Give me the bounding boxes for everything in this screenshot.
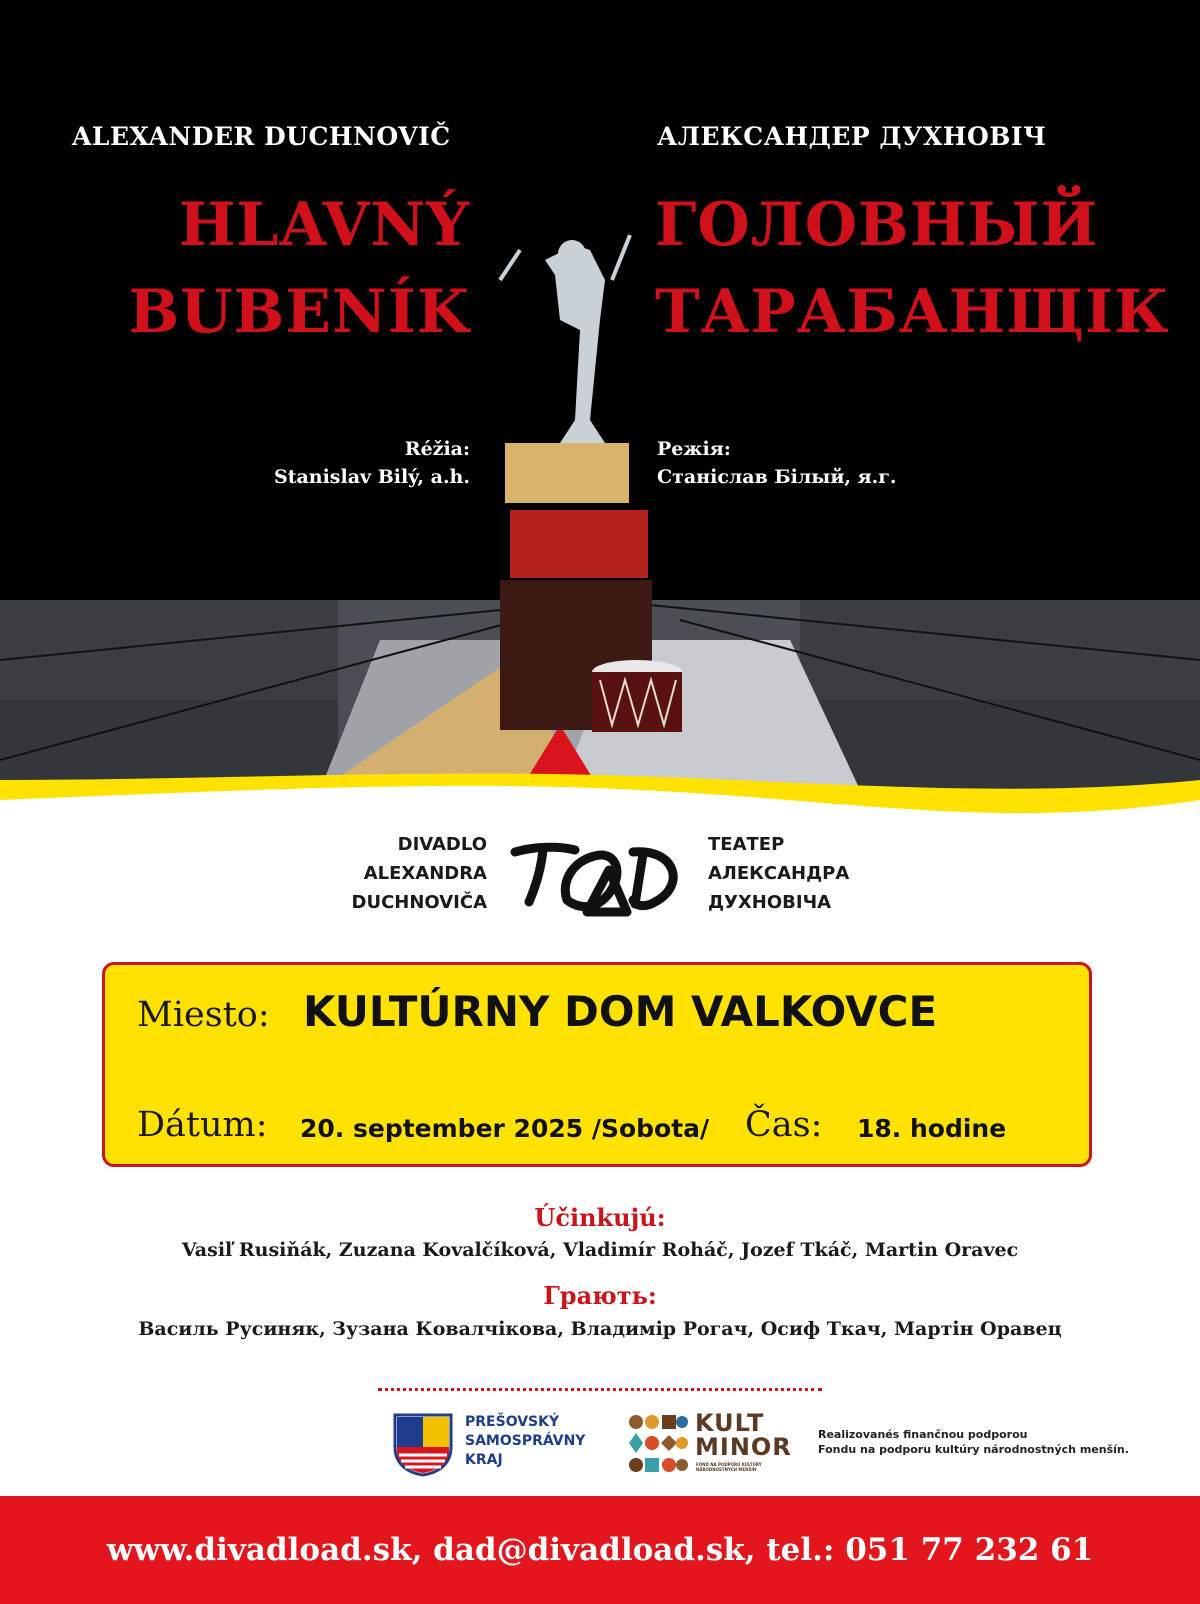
tad-logo-icon [505, 840, 695, 920]
theatre-name-line: ТЕАТЕР [708, 834, 785, 855]
kult-minor-icon [627, 1413, 689, 1475]
cast-heading-rusyn: Грають: [543, 1281, 657, 1310]
title-slovak-line1: HLAVNÝ [178, 190, 470, 260]
psk-coat-of-arms-icon [393, 1413, 453, 1477]
date-label: Dátum: [137, 1105, 268, 1145]
title-rusyn-line1: ГОЛОВНЫЙ [655, 190, 1099, 260]
place-value: KULTÚRNY DOM VALKOVCE [303, 987, 938, 1036]
time-value: 18. hodine [857, 1114, 1007, 1143]
director-name-rusyn: Станіслав Білый, я.г. [657, 466, 897, 488]
psk-name-line: PREŠOVSKÝ [465, 1414, 560, 1430]
kult-minor-tagline: FOND NA PODPORU KULTÚRY NÁRODNOSTNÝCH MENŠÍN [696, 1462, 762, 1472]
director-label-rusyn: Режія: [657, 438, 731, 460]
kult-minor-line1: KULT [695, 1409, 765, 1437]
cast-names-slovak: Vasiľ Rusiňák, Zuzana Kovalčíková, Vladimír Roháč, Jozef Tkáč, Martin Oravec [181, 1239, 1019, 1261]
theatre-name-line: ДУХНОВІЧА [708, 892, 832, 913]
psk-name [465, 1413, 585, 1470]
psk-name-line: SAMOSPRÁVNY [465, 1433, 586, 1449]
director-label-slovak: Réžia: [404, 438, 470, 460]
kult-minor-line2: MINOR [695, 1433, 792, 1461]
divider [378, 1388, 822, 1391]
theatre-name-line: DIVADLO [397, 834, 487, 855]
place-label: Miesto: [137, 995, 270, 1035]
support-note-line2: Fondu na podporu kultúry národnostných menšín. [818, 1443, 1129, 1456]
theatre-name-line: DUCHNOVIČA [351, 892, 487, 913]
title-slovak-line2: BUBENÍK [128, 277, 470, 347]
theatre-name-slovak [352, 830, 487, 917]
theatre-name-line: ALEXANDRA [363, 863, 487, 884]
author-slovak: ALEXANDER DUCHNOVIČ [72, 122, 451, 151]
psk-name-line: KRAJ [465, 1452, 503, 1468]
director-name-slovak: Stanislav Bilý, a.h. [273, 466, 470, 488]
cast-heading-slovak: Účinkujú: [534, 1203, 666, 1232]
support-note-line1: Realizovanés finančnou podporou [818, 1428, 1028, 1441]
footer-contact: www.divadload.sk, dad@divadload.sk, tel.: 051 77 232 61 [106, 1532, 1094, 1568]
time-label: Čas: [745, 1105, 823, 1145]
date-value: 20. september 2025 /Sobota/ [300, 1114, 710, 1143]
event-info-box [102, 962, 1092, 1167]
theatre-name-line: АЛЕКСАНДРА [708, 863, 850, 884]
cast-names-rusyn: Василь Русиняк, Зузана Ковалчікова, Владимір Рогач, Осиф Ткач, Мартін Оравец [138, 1318, 1062, 1340]
footer-bar [0, 1496, 1200, 1604]
author-rusyn: АЛЕКСАНДЕР ДУХНОВІЧ [657, 122, 1047, 151]
theatre-name-rusyn [708, 830, 849, 917]
title-rusyn-line2: ТАРАБАНЩІК [655, 277, 1170, 347]
